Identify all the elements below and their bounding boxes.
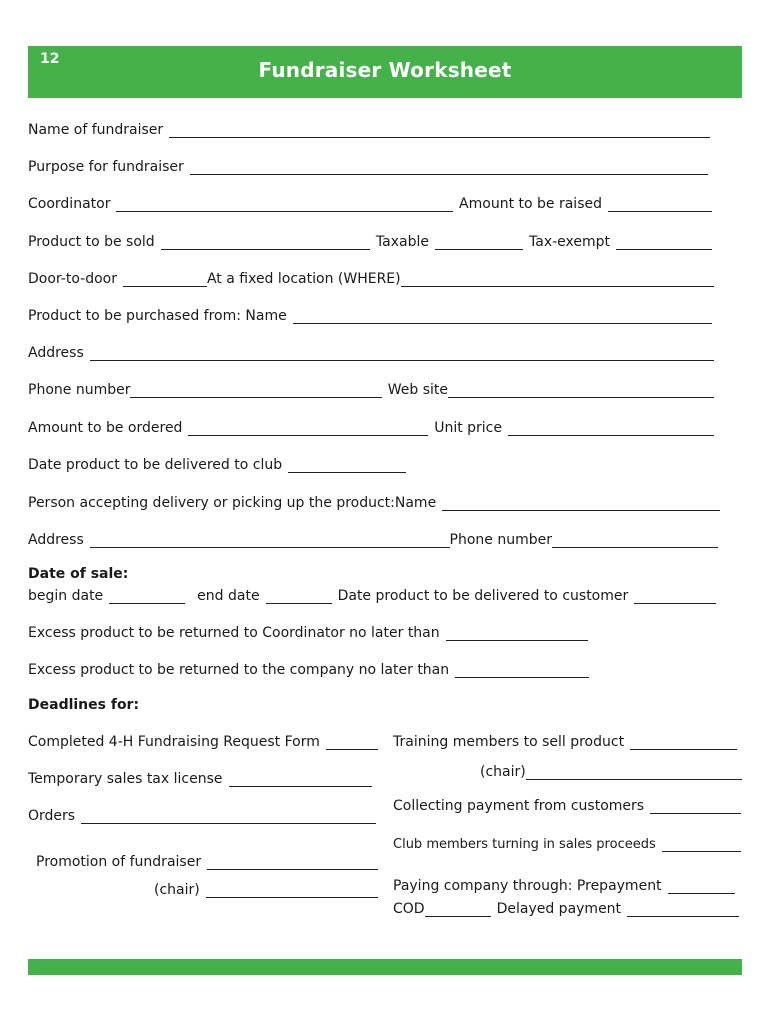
row-promotion	[36, 850, 378, 870]
label-door-to-door: Door-to-door	[28, 271, 117, 287]
date-delivered-club-field[interactable]	[288, 457, 406, 473]
label-promotion: Promotion of fundraiser	[36, 854, 202, 870]
label-tax-license: Temporary sales tax license	[28, 771, 223, 787]
label-date-delivered-customer: Date product to be delivered to customer	[337, 588, 629, 604]
label-product-sold: Product to be sold	[28, 234, 155, 250]
label-phone-number: Phone number	[28, 382, 131, 398]
unit-price-field[interactable]	[508, 420, 714, 436]
product-sold-field[interactable]	[161, 234, 370, 250]
row-collecting	[393, 794, 741, 814]
excess-coordinator-field[interactable]	[446, 625, 588, 641]
page-number: 12	[40, 51, 60, 67]
purpose-field[interactable]	[190, 159, 708, 175]
row-address-phone	[28, 528, 718, 548]
door-to-door-field[interactable]	[123, 271, 207, 287]
label-promotion-chair: (chair)	[154, 882, 200, 898]
label-collecting: Collecting payment from customers	[393, 798, 645, 814]
footer-bar	[28, 959, 742, 975]
orders-field[interactable]	[81, 808, 376, 824]
coordinator-field[interactable]	[116, 196, 453, 212]
row-purpose	[28, 155, 708, 175]
label-unit-price: Unit price	[434, 420, 502, 436]
row-paying	[393, 874, 735, 894]
name-of-fundraiser-field[interactable]	[169, 122, 710, 138]
tax-license-field[interactable]	[229, 771, 373, 787]
person-accepting-field[interactable]	[442, 495, 720, 511]
training-field[interactable]	[630, 734, 737, 750]
row-promotion-chair	[154, 878, 378, 898]
page-title: Fundraiser Worksheet	[258, 58, 512, 82]
row-phone-web	[28, 378, 714, 398]
label-request-form: Completed 4-H Fundraising Request Form	[28, 734, 320, 750]
row-product-sold	[28, 230, 712, 250]
begin-date-field[interactable]	[109, 588, 185, 604]
address-2-field[interactable]	[90, 532, 450, 548]
row-turning-in	[393, 832, 741, 852]
purchased-from-field[interactable]	[293, 308, 712, 324]
label-training: Training members to sell product	[393, 734, 625, 750]
row-sales-method	[28, 267, 714, 287]
promotion-field[interactable]	[207, 854, 378, 870]
label-end-date: end date	[197, 588, 260, 604]
phone-number-2-field[interactable]	[552, 532, 718, 548]
row-cod-delayed	[393, 897, 739, 917]
row-sale-dates	[28, 584, 716, 604]
request-form-field[interactable]	[326, 734, 378, 750]
label-training-chair: (chair)	[480, 764, 526, 780]
row-purchased-from	[28, 304, 712, 324]
date-of-sale-heading: Date of sale:	[28, 566, 129, 582]
label-date-delivered-club: Date product to be delivered to club	[28, 457, 283, 473]
label-excess-coordinator: Excess product to be returned to Coordinator no later than	[28, 625, 440, 641]
prepayment-field[interactable]	[668, 878, 735, 894]
turning-in-field[interactable]	[662, 836, 741, 852]
label-excess-company: Excess product to be returned to the company no later than	[28, 662, 450, 678]
label-web-site: Web site	[387, 382, 448, 398]
label-address: Address	[28, 345, 84, 361]
row-person-accepting	[28, 491, 720, 511]
web-site-field[interactable]	[448, 382, 714, 398]
row-address	[28, 341, 714, 361]
label-begin-date: begin date	[28, 588, 104, 604]
row-excess-coordinator	[28, 621, 588, 641]
label-delayed: Delayed payment	[496, 901, 622, 917]
cod-field[interactable]	[425, 901, 491, 917]
label-coordinator: Coordinator	[28, 196, 111, 212]
row-tax-license	[28, 767, 372, 787]
tax-exempt-field[interactable]	[616, 234, 712, 250]
taxable-field[interactable]	[435, 234, 523, 250]
phone-number-field[interactable]	[130, 382, 381, 398]
row-training	[393, 730, 737, 750]
row-request-form	[28, 730, 378, 750]
amount-raised-field[interactable]	[608, 196, 712, 212]
row-excess-company	[28, 658, 589, 678]
label-tax-exempt: Tax-exempt	[529, 234, 610, 250]
label-purchased-from: Product to be purchased from: Name	[28, 308, 287, 324]
training-chair-field[interactable]	[526, 764, 742, 780]
label-amount-raised: Amount to be raised	[459, 196, 602, 212]
row-orders	[28, 804, 376, 824]
label-taxable: Taxable	[375, 234, 429, 250]
label-amount-ordered: Amount to be ordered	[28, 420, 183, 436]
label-turning-in: Club members turning in sales proceeds	[393, 837, 656, 852]
end-date-field[interactable]	[266, 588, 332, 604]
label-person-accepting: Person accepting delivery or picking up the product:Name	[28, 495, 437, 511]
label-address-2: Address	[28, 532, 84, 548]
label-paying: Paying company through: Prepayment	[393, 878, 662, 894]
label-fixed-location: At a fixed location (WHERE)	[206, 271, 401, 287]
promotion-chair-field[interactable]	[206, 882, 378, 898]
label-purpose: Purpose for fundraiser	[28, 159, 184, 175]
fixed-location-field[interactable]	[401, 271, 714, 287]
label-orders: Orders	[28, 808, 76, 824]
excess-company-field[interactable]	[455, 662, 589, 678]
date-delivered-customer-field[interactable]	[634, 588, 716, 604]
delayed-field[interactable]	[627, 901, 739, 917]
amount-ordered-field[interactable]	[188, 420, 428, 436]
row-coordinator	[28, 192, 712, 212]
deadlines-heading: Deadlines for:	[28, 697, 140, 713]
collecting-field[interactable]	[650, 798, 741, 814]
row-amount-ordered	[28, 416, 714, 436]
label-name-of-fundraiser: Name of fundraiser	[28, 122, 164, 138]
header-banner	[28, 46, 742, 98]
address-field[interactable]	[90, 345, 714, 361]
label-cod: COD	[393, 901, 425, 917]
row-name-of-fundraiser	[28, 118, 710, 138]
row-date-delivered-club	[28, 453, 406, 473]
row-training-chair	[480, 760, 742, 780]
label-phone-number-2: Phone number	[449, 532, 552, 548]
